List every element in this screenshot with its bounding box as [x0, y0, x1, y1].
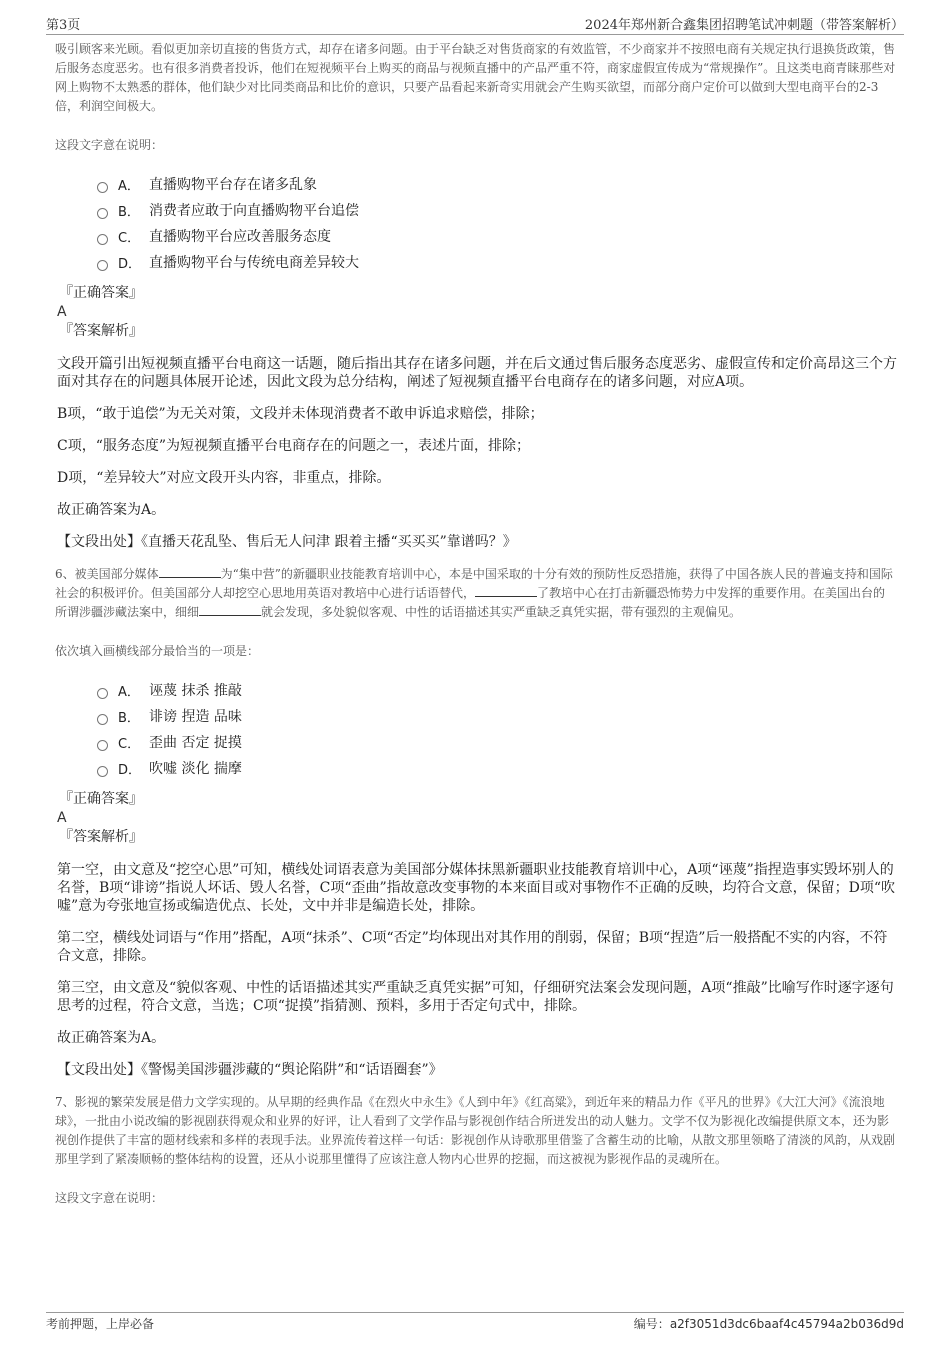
q5-option-d[interactable]: [97, 249, 897, 275]
option-letter: B．: [118, 204, 140, 220]
document-title: 2024年郑州新合鑫集团招聘笔试冲刺题（带答案解析）: [584, 18, 904, 33]
q5-analysis-4: D项，“差异较大”对应文段开头内容，非重点，排除。: [57, 470, 391, 486]
option-letter: C．: [118, 230, 141, 246]
q6-option-d[interactable]: [97, 755, 897, 781]
option-text: 直播购物平台应改善服务态度: [149, 229, 331, 245]
option-text: 消费者应敢于向直播购物平台追偿: [149, 203, 359, 219]
q6-options: [97, 677, 897, 781]
option-text: 诬蔑 抹杀 推敲: [149, 683, 242, 699]
q6-answer-label: 『正确答案』: [59, 791, 143, 807]
q5-option-b[interactable]: [97, 197, 897, 223]
option-text: 直播购物平台与传统电商差异较大: [149, 255, 359, 271]
option-letter: A．: [118, 684, 140, 700]
radio-icon[interactable]: [97, 260, 108, 271]
option-letter: D．: [118, 762, 142, 778]
footer-id: [634, 1315, 904, 1332]
option-text: 直播购物平台存在诸多乱象: [149, 177, 317, 193]
option-letter: B．: [118, 710, 140, 726]
page-header: [46, 12, 904, 35]
q6-option-c[interactable]: [97, 729, 897, 755]
q6-analysis-label: 『答案解析』: [59, 829, 143, 845]
q7-stem: 这段文字意在说明：: [55, 1191, 164, 1205]
option-text: 吹嘘 淡化 揣摩: [149, 761, 242, 777]
q6-stem: 依次填入画横线部分最恰当的一项是：: [55, 644, 260, 658]
q6-answer: A: [57, 810, 67, 826]
radio-icon[interactable]: [97, 766, 108, 777]
radio-icon[interactable]: [97, 182, 108, 193]
page-footer: [46, 1312, 904, 1337]
q5-options: [97, 171, 897, 275]
radio-icon[interactable]: [97, 208, 108, 219]
q5-analysis-3: C项，“服务态度”为短视频直播平台电商存在的问题之一，表述片面，排除；: [57, 438, 531, 454]
q6-text-3: 了教培中心在打击新疆恐怖势力中发挥的重要作用。在美国出台的所谓涉疆涉藏法案中，细细: [55, 586, 886, 619]
radio-icon[interactable]: [97, 714, 108, 725]
q5-analysis-2: B项，“敢于追偿”为无关对策，文段并未体现消费者不敢申诉追求赔偿，排除；: [57, 406, 544, 422]
q6-blank-3: [199, 603, 261, 616]
q6-source: 【文段出处】《警惕美国涉疆涉藏的“舆论陷阱”和“话语圈套”》: [57, 1062, 443, 1078]
radio-icon[interactable]: [97, 740, 108, 751]
option-letter: D．: [118, 256, 142, 272]
q6-option-a[interactable]: [97, 677, 897, 703]
footer-code: a2f3051d3dc6baaf4c45794a2b036d9d: [669, 1317, 904, 1331]
q5-source: 【文段出处】《直播天花乱坠、售后无人问津 跟着主播“买买买”靠谱吗？》: [57, 534, 517, 550]
q5-answer: A: [57, 304, 67, 320]
radio-icon[interactable]: [97, 688, 108, 699]
q6-text-1: 6、被美国部分媒体: [55, 567, 159, 581]
q7-passage: 7、影视的繁荣发展是借力文学实现的。从早期的经典作品《在烈火中永生》《人到中年》《红高粱》，到近年来的精品力作《平凡的世界》《大江大河》《流浪地球》，一批由小说改编的影视剧获得观众和业界的好评，让人看到了文学作品与影视创作结合所迸发出的动人魅力。文学不仅为影视化改编提供原文本，还为影视创作提供了丰富的题材线索和多样的表现手法。业界流传着这样一句话：影视创作从诗歌那里借鉴了含蓄生动的比喻，从散文那里领略了清淡的风韵，从戏剧那里学到了紧凑顺畅的整体结构的设置，还从小说那里懂得了应该注意人物内心世界的挖掘，而这被视为影视作品的灵魂所在。: [55, 1095, 896, 1166]
q5-option-a[interactable]: [97, 171, 897, 197]
q5-analysis-label: 『答案解析』: [59, 323, 143, 339]
radio-icon[interactable]: [97, 234, 108, 245]
q5-stem: 这段文字意在说明：: [55, 138, 164, 152]
q6-analysis-4: 故正确答案为A。: [57, 1030, 166, 1046]
q5-answer-label: 『正确答案』: [59, 285, 143, 301]
q6-passage: [55, 565, 897, 622]
q6-text-4: 就会发现，多处貌似客观、中性的话语描述其实严重缺乏真凭实据，带有强烈的主观偏见。: [261, 605, 742, 619]
page-number: 第3页: [46, 18, 81, 33]
q6-option-b[interactable]: [97, 703, 897, 729]
q6-text-2: 为“集中营”的新疆职业技能教育培训中心，本是中国采取的十分有效的预防性反恐措施，获得了中国各族人民的普遍支持和国际社会的积极评价。但美国部分人却挖空心思地用英语对教培中心进行话语替代，: [55, 567, 893, 600]
q5-option-c[interactable]: [97, 223, 897, 249]
q6-analysis-3: 第三空，由文意及“貌似客观、中性的话语描述其实严重缺乏真凭实据”可知，仔细研究法案会发现问题，A项“推敲”比喻写作时逐字逐句思考的过程，符合文意，当选；C项“捉摸”指猜测、预料，多用于否定句式中，排除。: [57, 980, 894, 1014]
main-content: [55, 40, 897, 1208]
option-text: 诽谤 捏造 品味: [149, 709, 242, 725]
q6-blank-1: [159, 565, 221, 578]
option-letter: A．: [118, 178, 140, 194]
q5-analysis-5: 故正确答案为A。: [57, 502, 166, 518]
q5-passage: 吸引顾客来光顾。看似更加亲切直接的售货方式，却存在诸多问题。由于平台缺乏对售货商家的有效监管，不少商家并不按照电商有关规定执行退换货政策，售后服务态度恶劣。也有很多消费者投诉，他们在短视频平台上购买的商品与视频直播中的产品严重不符，商家虚假宣传成为“常规操作”。且这类电商青睐那些对网上购物不太熟悉的群体，他们缺少对比同类商品和比价的意识，只要产品看起来新奇实用就会产生购买欲望，而部分商户定价可以做到大型电商平台的2-3倍，利润空间极大。: [55, 42, 896, 113]
q5-analysis-1: 文段开篇引出短视频直播平台电商这一话题，随后指出其存在诸多问题，并在后文通过售后服务态度恶劣、虚假宣传和定价高昂这三个方面对其存在的问题具体展开论述，因此文段为总分结构，阐述了短视频直播平台电商存在的诸多问题，对应A项。: [57, 356, 897, 390]
option-letter: C．: [118, 736, 141, 752]
q6-analysis-2: 第二空，横线处词语与“作用”搭配，A项“抹杀”、C项“否定”均体现出对其作用的削弱，保留；B项“捏造”后一般搭配不实的内容，不符合文意，排除。: [57, 930, 888, 964]
footer-code-label: 编号：: [633, 1317, 670, 1331]
q6-blank-2: [475, 584, 537, 597]
q6-analysis-1: 第一空，由文意及“挖空心思”可知，横线处词语表意为美国部分媒体抹黑新疆职业技能教育培训中心，A项“诬蔑”指捏造事实毁坏别人的名誉，B项“诽谤”指说人坏话、毁人名誉，C项“歪曲”指故意改变事物的本来面目或对事物作不正确的反映，均符合文意，保留；D项“吹嘘”意为夸张地宣扬或编造优点、长处，文中并非是编造长处，排除。: [57, 862, 896, 914]
option-text: 歪曲 否定 捉摸: [149, 735, 242, 751]
footer-slogan: 考前押题，上岸必备: [46, 1317, 155, 1331]
